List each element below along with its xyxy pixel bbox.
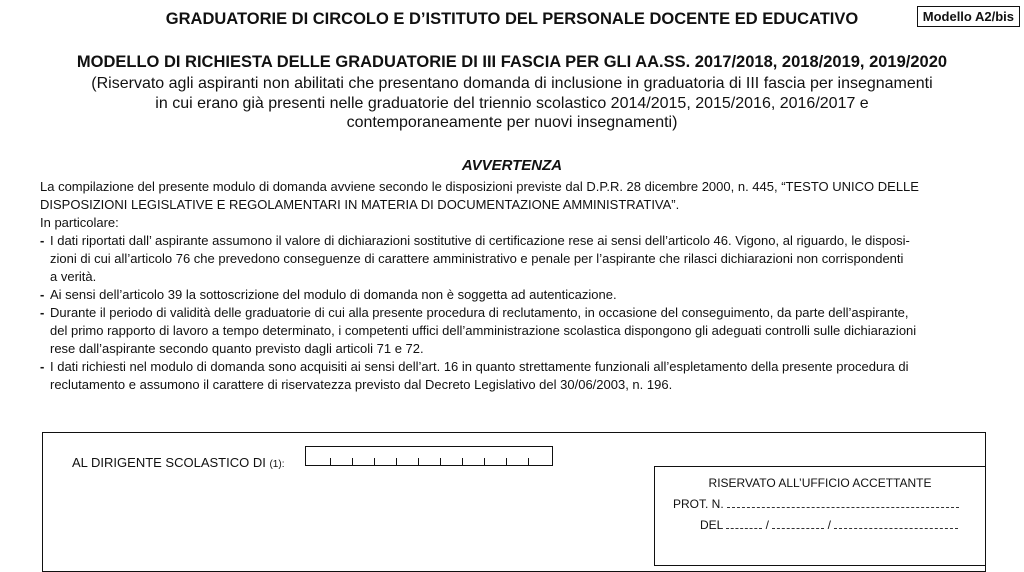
prot-label: PROT. N. <box>673 497 724 511</box>
del-month-line[interactable] <box>772 518 824 529</box>
header-title: GRADUATORIE DI CIRCOLO E D’ISTITUTO DEL PERSONALE DOCENTE ED EDUCATIVO <box>165 10 859 28</box>
dirigente-input-box[interactable] <box>305 446 553 466</box>
del-year-line[interactable] <box>834 518 958 529</box>
intro-line: DISPOSIZIONI LEGISLATIVE E REGOLAMENTARI IN MATERIA DI DOCUMENTAZIONE AMMINISTRATIVA”. <box>40 197 680 212</box>
in-particolare-label: In particolare: <box>40 215 119 230</box>
char-tick <box>352 458 353 465</box>
dirigente-label <box>72 455 284 470</box>
bullet-line: rese dall’aspirante secondo quanto previsto dagli articoli 71 e 72. <box>50 341 424 356</box>
dirigente-note: (1): <box>269 459 285 470</box>
bullet-line: Durante il periodo di validità delle graduatorie di cui alla presente procedura di reclutamento, in occasione del conseguimento, da parte dell’aspirante, <box>50 305 909 320</box>
char-tick <box>396 458 397 465</box>
char-tick <box>462 458 463 465</box>
bullet-line: I dati richiesti nel modulo di domanda sono acquisiti ai sensi dell’art. 16 in quanto strettamente funzionali all’espletamento della presente procedura di <box>50 359 909 374</box>
bullet-line: zioni di cui all’articolo 76 che prevedono conseguenze di carattere amministrativo e penale per l’aspirante che rilasci dichiarazioni non corrispondenti <box>50 251 904 266</box>
bullet-line: I dati riportati dall’ aspirante assumono il valore di dichiarazioni sostitutive di certificazione rese ai sensi dell’articolo 46. Vigono, al riguardo, le disposi- <box>50 233 910 248</box>
char-tick <box>506 458 507 465</box>
document-subtitle <box>40 74 984 133</box>
del-day-line[interactable] <box>726 518 762 529</box>
char-tick <box>440 458 441 465</box>
office-title: RISERVATO ALL’UFFICIO ACCETTANTE <box>708 476 932 490</box>
bullet-item <box>40 304 990 358</box>
char-tick <box>484 458 485 465</box>
del-label: DEL <box>700 518 723 532</box>
del-sep: / <box>827 518 831 532</box>
bullet-dash: - <box>40 305 45 320</box>
bullet-line: Ai sensi dell’articolo 39 la sottoscrizione del modulo di domanda non è soggetta ad autenticazione. <box>50 287 617 302</box>
bullet-dash: - <box>40 359 45 374</box>
del-sep: / <box>765 518 769 532</box>
bullet-dash: - <box>40 233 45 248</box>
prot-field <box>673 497 959 511</box>
subtitle-line: contemporaneamente per nuovi insegnamenti) <box>346 114 678 131</box>
document-title: MODELLO DI RICHIESTA DELLE GRADUATORIE DI III FASCIA PER GLI AA.SS. 2017/2018, 2018/2019, 2019/2020 <box>76 53 948 71</box>
bullet-item <box>40 232 990 286</box>
avvertenza-heading: AVVERTENZA <box>461 157 563 174</box>
subtitle-line: in cui erano già presenti nelle graduatorie del triennio scolastico 2014/2015, 2015/2016, 2016/2017 e <box>155 94 869 112</box>
bullet-dash: - <box>40 287 45 302</box>
subtitle-line: (Riservato agli aspiranti non abilitati che presentano domanda di inclusione in graduatoria di III fascia per insegnamenti <box>91 75 933 92</box>
bullet-item <box>40 358 990 394</box>
char-tick <box>418 458 419 465</box>
char-tick <box>374 458 375 465</box>
model-badge: Modello A2/bis <box>917 6 1020 27</box>
prot-input-line[interactable] <box>727 497 959 508</box>
char-tick <box>330 458 331 465</box>
bullet-line: reclutamento e assumono il carattere di riservatezza previsto dal Decreto Legislativo del 30/06/2003, n. 196. <box>50 377 673 392</box>
dirigente-label-text: AL DIRIGENTE SCOLASTICO DI <box>72 455 266 470</box>
bullet-item <box>40 286 990 304</box>
char-tick <box>528 458 529 465</box>
intro-line: La compilazione del presente modulo di domanda avviene secondo le disposizioni previste dal D.P.R. 28 dicembre 2000, n. 445, “TESTO UNICO DELLE <box>40 179 919 194</box>
avvertenza-body <box>40 178 990 394</box>
bullet-line: a verità. <box>50 269 97 284</box>
bullet-line: del primo rapporto di lavoro a tempo determinato, i competenti uffici dell’amministrazione scolastica dispongono gli adeguati controlli sulle dichiarazioni <box>50 323 917 338</box>
del-field <box>700 518 958 532</box>
